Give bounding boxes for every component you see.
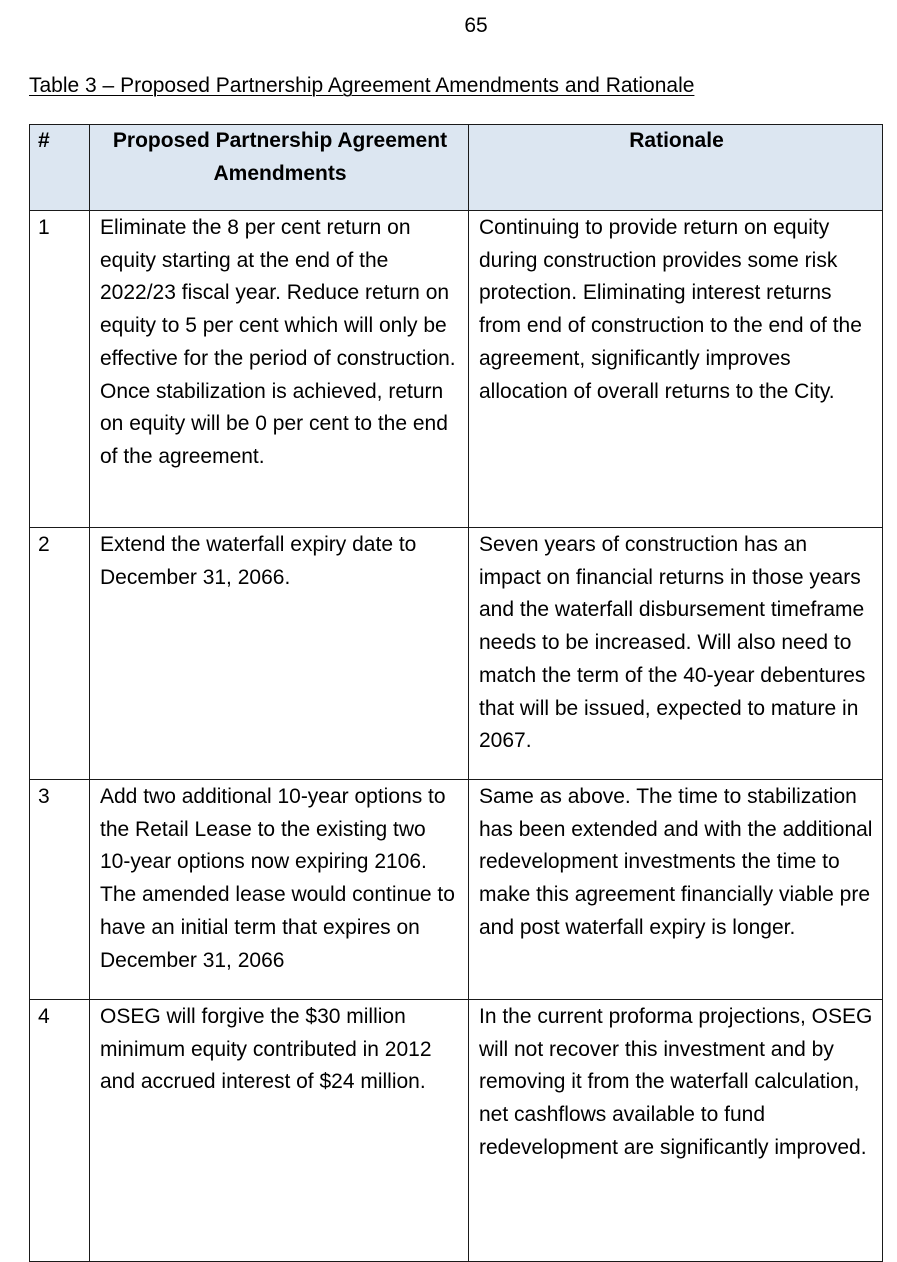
amendment-cell: Eliminate the 8 per cent return on equity starting at the end of the 2022/23 fiscal year. Reduce return on equity to 5 per cent which will only be effective for the period of construction. Once stabilization is achieved, return on equity will be 0 per cent to the end of the agreement. xyxy=(90,211,469,528)
rationale-cell: Same as above. The time to stabilization has been extended and with the additional redevelopment investments the time to make this agreement financially viable pre and post waterfall expiry is longer. xyxy=(469,780,883,1000)
rationale-cell: In the current proforma projections, OSEG will not recover this investment and by removing it from the waterfall calculation, net cashflows available to fund redevelopment are significantly improved. xyxy=(469,1000,883,1262)
column-header-number: # xyxy=(30,125,90,211)
table-row xyxy=(30,528,883,780)
table-row xyxy=(30,780,883,1000)
page-number: 65 xyxy=(464,14,488,37)
amendment-cell: OSEG will forgive the $30 million minimum equity contributed in 2012 and accrued interest of $24 million. xyxy=(90,1000,469,1262)
table-header-row xyxy=(30,125,883,211)
table-row xyxy=(30,1000,883,1262)
rationale-cell: Continuing to provide return on equity during construction provides some risk protection. Eliminating interest returns from end of construction to the end of the agreement, significantly improves allocation of overall returns to the City. xyxy=(469,211,883,528)
row-number: 4 xyxy=(30,1000,90,1262)
column-header-rationale: Rationale xyxy=(469,125,883,211)
row-number: 2 xyxy=(30,528,90,780)
table-row xyxy=(30,211,883,528)
table-caption: Table 3 – Proposed Partnership Agreement Amendments and Rationale xyxy=(29,74,695,97)
column-header-amendments: Proposed Partnership Agreement Amendments xyxy=(90,125,469,211)
amendment-cell: Add two additional 10-year options to the Retail Lease to the existing two 10-year options now expiring 2106. The amended lease would continue to have an initial term that expires on December 31, 2066 xyxy=(90,780,469,1000)
rationale-cell: Seven years of construction has an impact on financial returns in those years and the waterfall disbursement timeframe needs to be increased. Will also need to match the term of the 40-year debentures that will be issued, expected to mature in 2067. xyxy=(469,528,883,780)
row-number: 1 xyxy=(30,211,90,528)
amendment-cell: Extend the waterfall expiry date to December 31, 2066. xyxy=(90,528,469,780)
amendments-table xyxy=(29,124,883,1262)
row-number: 3 xyxy=(30,780,90,1000)
